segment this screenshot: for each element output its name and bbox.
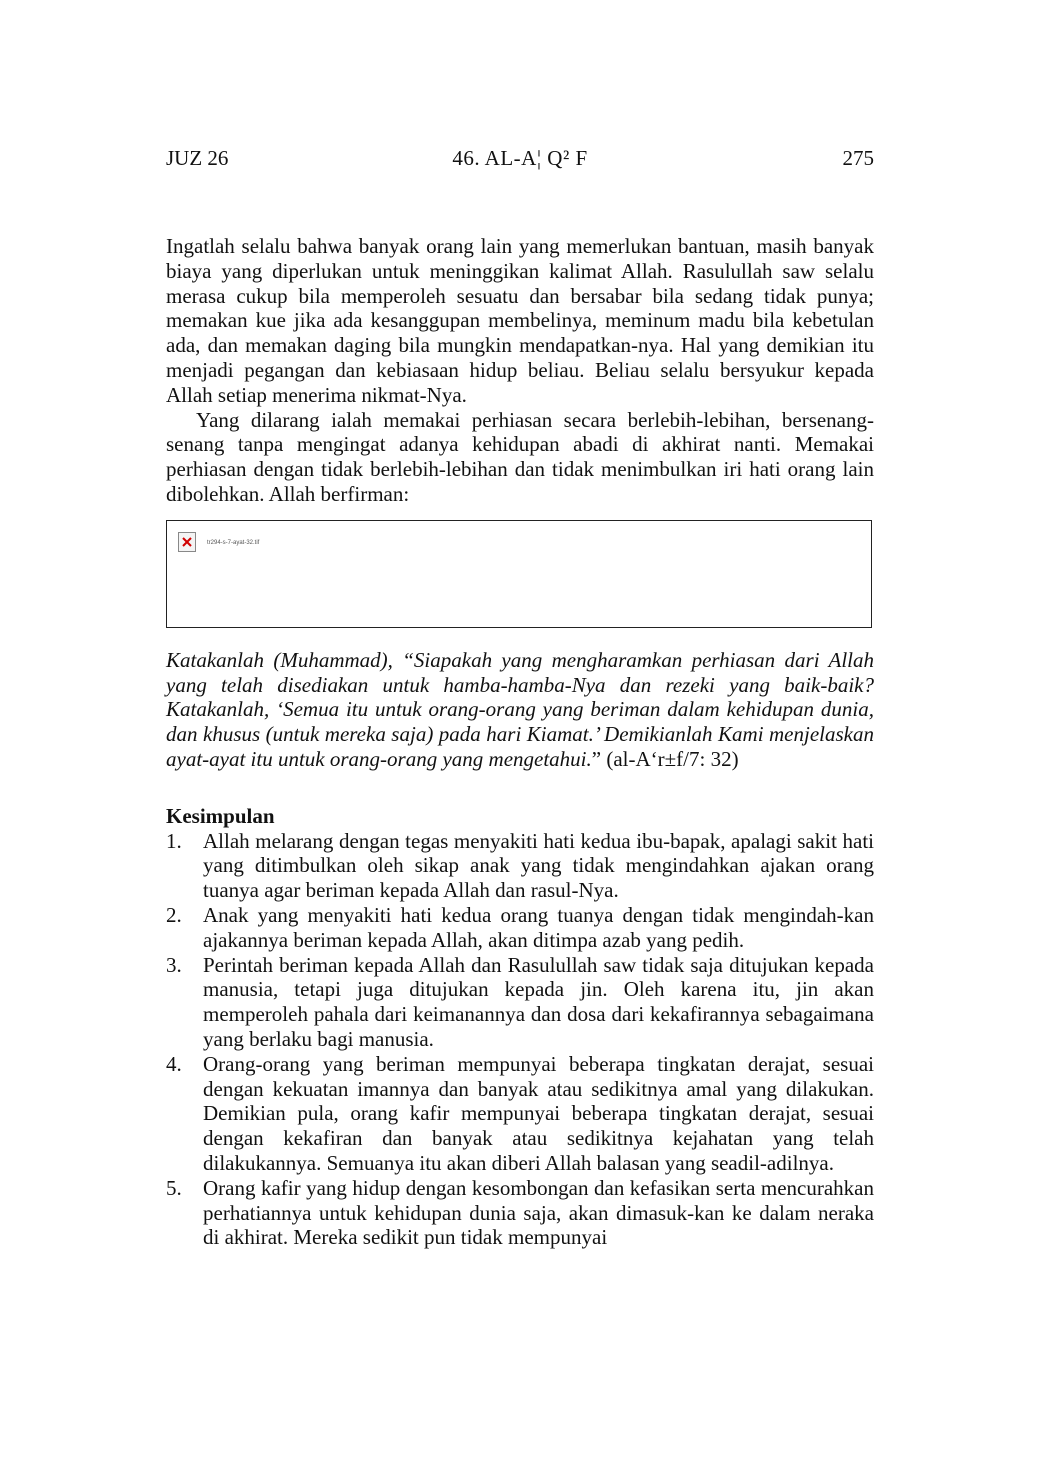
item-number: 4.: [166, 1051, 182, 1076]
citation: ” (al-A‘r±f/7: 32): [591, 746, 739, 771]
translation-text: Katakanlah (Muhammad), “Siapakah yang mengharamkan perhiasan dari Allah yang telah disediakan untuk hamba-hamba-Nya dan rezeki yang baik-baik? Katakanlah, ‘Semua itu untuk orang-orang yang beriman dalam kehidupan dunia, dan khusus (untuk mereka saja) pada hari Kiamat.’ Demikianlah Kami menjelaskan ayat-ayat itu untuk orang-orang yang mengetahui.: [166, 647, 874, 771]
running-header: [166, 146, 874, 174]
item-number: 1.: [166, 828, 182, 853]
item-text: Anak yang menyakiti hati kedua orang tuanya dengan tidak mengindah-kan ajakannya beriman kepada Allah, akan ditimpa azab yang pedih.: [203, 902, 874, 952]
image-filename: tr294-s-7-ayat-32.tif: [207, 539, 260, 546]
conclusion-list: [166, 829, 874, 1251]
list-item: [166, 903, 874, 953]
list-item: [166, 953, 874, 1052]
juz-label: JUZ 26: [166, 146, 229, 170]
section-heading: Kesimpulan: [166, 803, 275, 828]
item-text: Orang-orang yang beriman mempunyai beberapa tingkatan derajat, sesuai dengan kekuatan imannya dan banyak atau sedikitnya amal yang dilakukan. Demikian pula, orang kafir mempunyai beberapa tingkatan derajat, sesuai dengan kekafiran dan banyak atau sedikitnya kejahatan yang telah dilakukannya. Semuanya itu akan diberi Allah balasan yang seadil-adilnya.: [203, 1051, 874, 1175]
paragraph: Yang dilarang ialah memakai perhiasan secara berlebih-lebihan, bersenang-senang tanpa mengingat adanya kehidupan abadi di akhirat nanti. Memakai perhiasan dengan tidak berlebih-lebihan dan tidak menimbulkan iri hati orang lain dibolehkan. Allah berfirman:: [166, 407, 874, 506]
item-number: 2.: [166, 902, 182, 927]
item-text: Orang kafir yang hidup dengan kesombongan dan kefasikan serta mencurahkan perhatiannya untuk kehidupan dunia saja, akan dimasuk-kan ke dalam neraka di akhirat. Mereka sedikit pun tidak mempunyai: [203, 1175, 874, 1250]
ayat-translation: [166, 648, 874, 772]
paragraph: Ingatlah selalu bahwa banyak orang lain yang memerlukan bantuan, masih banyak biaya yang diperlukan untuk meninggikan kalimat Allah. Rasulullah saw selalu merasa cukup bila memperoleh sesuatu dan bersabar bila sedang tidak punya; memakan kue jika ada kesanggupan membelinya, meminum madu bila kebetulan ada, dan memakan daging bila mungkin mendapatkan-nya. Hal yang demikian itu menjadi pegangan dan kebiasaan hidup beliau. Beliau selalu bersyukur kepada Allah setiap menerima nikmat-Nya.: [166, 234, 874, 407]
page-number: 275: [842, 146, 874, 170]
surah-title: 46. AL-A¦ Q² F: [452, 146, 588, 170]
item-number: 3.: [166, 952, 182, 977]
list-item: [166, 829, 874, 903]
broken-image-icon: [178, 532, 196, 552]
body-text: [166, 234, 874, 1250]
item-text: Allah melarang dengan tegas menyakiti hati kedua ibu-bapak, apalagi sakit hati yang ditimbulkan oleh sikap anak yang tidak mengindahkan ajakan orang tuanya agar beriman kepada Allah dan rasul-Nya.: [203, 828, 874, 903]
item-number: 5.: [166, 1175, 182, 1200]
list-item: [166, 1052, 874, 1176]
item-text: Perintah beriman kepada Allah dan Rasulullah saw tidak saja ditujukan kepada manusia, tetapi juga ditujukan kepada jin. Oleh karena itu, jin akan memperoleh pahala dari keimanannya dan dosa dari kekafirannya sebagaimana yang berlaku bagi manusia.: [203, 952, 874, 1051]
list-item: [166, 1176, 874, 1250]
ayat-image-frame: [166, 520, 872, 628]
